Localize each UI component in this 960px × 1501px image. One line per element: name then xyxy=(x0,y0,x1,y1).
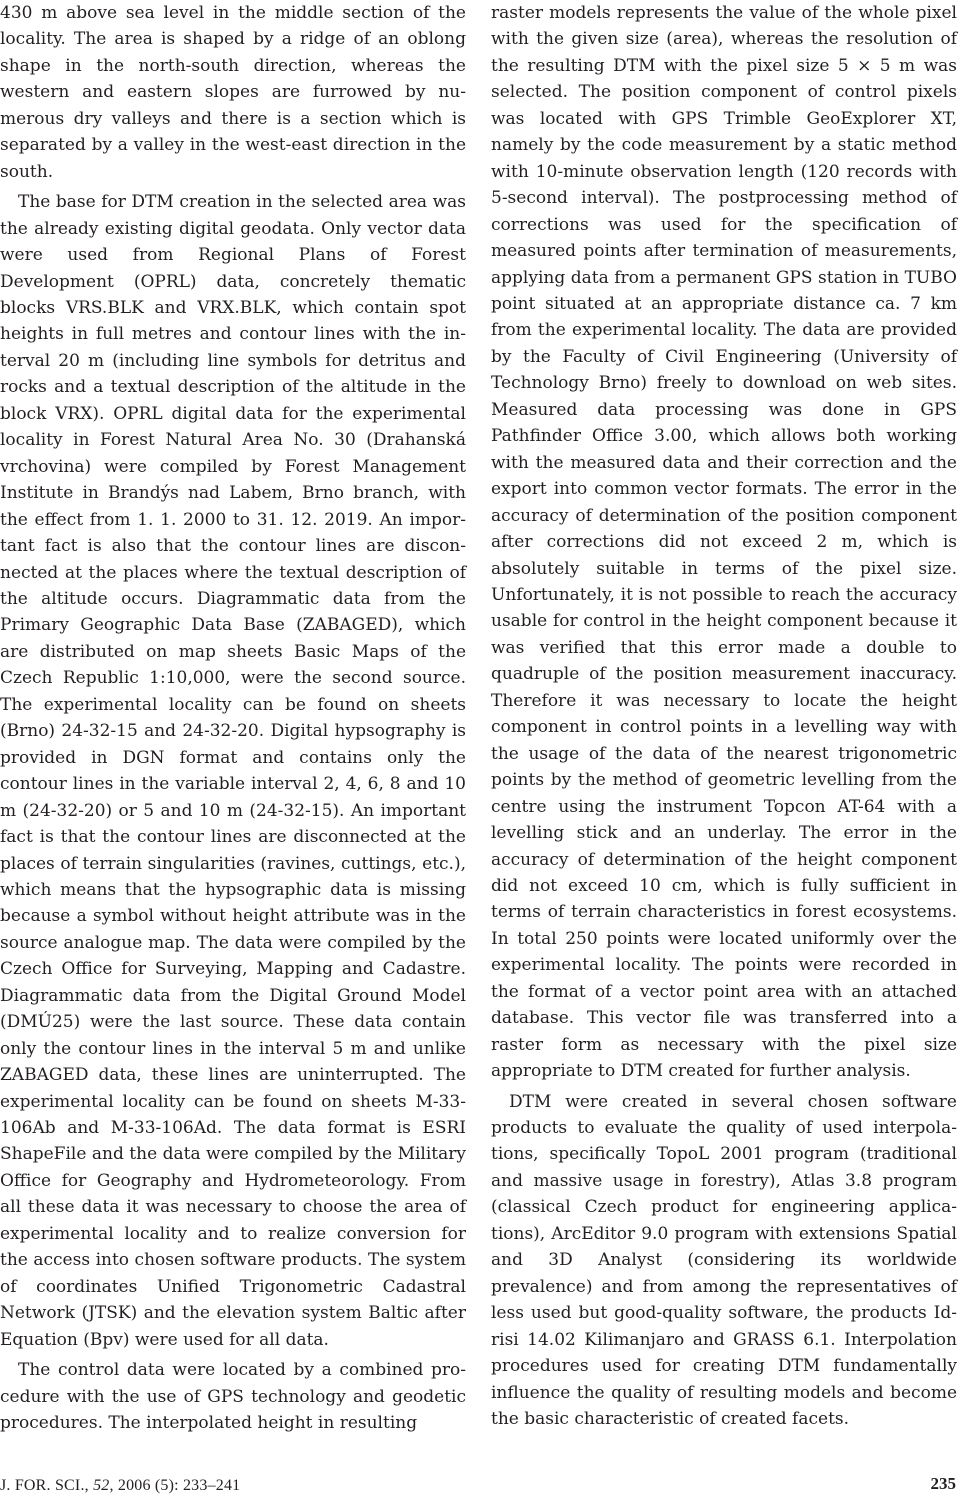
right-column xyxy=(491,0,957,1432)
page-footer xyxy=(0,1474,956,1498)
paragraph: DTM were created in several chosen software products to evaluate the quality of used interpolations, specifically TopoL 2001 program (traditional and massive usage in forestry), Atlas 3.8 program (classical Czech product for engineering applications), ArcEditor 9.0 program with extensions Spatial and 3D Analyst (considering its worldwide prevalence) and from among the representatives of less used but good-quality software, the products Idrisi 14.02 Kilimanjaro and GRASS 6.1. Interpolation procedures used for creating DTM fundamentally influence the quality of resulting models and become the basic characteristic of created facets. xyxy=(491,1091,957,1430)
left-column xyxy=(0,0,466,1436)
journal-volume: 52 xyxy=(93,1477,110,1494)
paragraph: The control data were located by a combined procedure with the use of GPS technology and geodetic procedures. The interpolated height in resulting xyxy=(0,1360,466,1434)
paragraph: raster models represents the value of the whole pixel with the given size (area), whereas the resolution of the resulting DTM with the pixel size 5 × 5 m was selected. The position component of control pixels was located with GPS Trimble GeoExplorer XT, namely by the code measurement by a static method with 10-minute observation length (120 records with 5-second interval). The postprocessing method of corrections was used for the specification of measured points after termination of measurements, applying data from a permanent GPS station in TUBO point situated at an appropriate distance ca. 7 km from the experimental locality. The data are provided by the Faculty of Civil Engineering (University of Technology Brno) freely to download on web sites. Measured data processing was done in GPS Pathfinder Office 3.00, which allows both working with the measured data and their correction and the export into common vector formats. The error in the accuracy of determination of the position component after corrections did not exceed 2 m, which is absolutely suitable in terms of the pixel size. Unfortunately, it is not possible to reach the accuracy usable for control in the height component because it was verified that this error made a double to quadruple of the position measurement inaccuracy. Therefore it was necessary to locate the height component in control points in a levelling way with the usage of the data of the nearest trigonometric points by the method of geometric levelling from the centre using the instrument Topcon AT-64 with a levelling stick and an underlay. The error in the accuracy of determination of the height component did not exceed 10 cm, which is fully sufficient in terms of terrain characteristics in forest ecosystems. In total 250 points were located uniformly over the experimental locality. The points were recorded in the format of a vector point area with an attached database. This vector file was transferred into a raster form as necessary with the pixel size appropriate to DTM created for further analysis. xyxy=(491,3,957,1082)
journal-citation xyxy=(0,1477,240,1495)
paragraph: 430 m above sea level in the middle section of the locality. The area is shaped by a ridge of an oblong shape in the north-south direction, whereas the western and eastern slopes are furrowed by numerous dry valleys and there is a section which is separated by a valley in the west-east direction in the south. xyxy=(0,3,466,182)
page-number: 235 xyxy=(930,1474,956,1493)
paragraph: The base for DTM creation in the selected area was the already existing digital geodata. Only vector data were used from Regional Plans of Forest Development (OPRL) data, concretely thematic blocks VRS.BLK and VRX.BLK, which contain spot heights in full metres and contour lines with the interval 20 m (including line symbols for detritus and rocks and a textual description of the altitude in the block VRX). OPRL digital data for the experimental locality in Forest Natural Area No. 30 (Drahanská vrchovina) were compiled by Forest Management Institute in Brandýs nad Labem, Brno branch, with the effect from 1. 1. 2000 to 31. 12. 2019. An important fact is also that the contour lines are disconnected at the places where the textual description of the altitude occurs. Diagrammatic data from the Primary Geographic Data Base (ZABAGED), which are distributed on map sheets Basic Maps of the Czech Republic 1:10,000, were the second source. The experimental locality can be found on sheets (Brno) 24-32-15 and 24-32-20. Digital hypsography is provided in DGN format and contains only the contour lines in the variable interval 2, 4, 6, 8 and 10 m (24-32-20) or 5 and 10 m (24-32-15). An important fact is that the contour lines are disconnected at the places of terrain singularities (ravines, cuttings, etc.), which means that the hypsographic data is missing because a symbol without height attribute was in the source analogue map. The data were compiled by the Czech Office for Surveying, Mapping and Cadastre. Diagrammatic data from the Digital Ground Model (DMÚ25) were the last source. These data contain only the contour lines in the interval 5 m and unlike ZABAGED data, these lines are uninterrupted. The experimental locality can be found on sheets M-33-106Ab and M-33-106Ad. The data format is ESRI ShapeFile and the data were compiled by the Military Office for Geography and Hydrometeorology. From all these data it was necessary to choose the area of experimental locality and to realize conversion for the access into chosen software products. The system of coordinates Unified Trigonometric Cadastral Network (JTSK) and the elevation system Baltic after Equation (Bpv) were used for all data. xyxy=(0,192,466,1350)
journal-abbrev: J. FOR. SCI., xyxy=(0,1477,89,1494)
journal-year-issue-pages: , 2006 (5): 233–241 xyxy=(109,1477,241,1494)
